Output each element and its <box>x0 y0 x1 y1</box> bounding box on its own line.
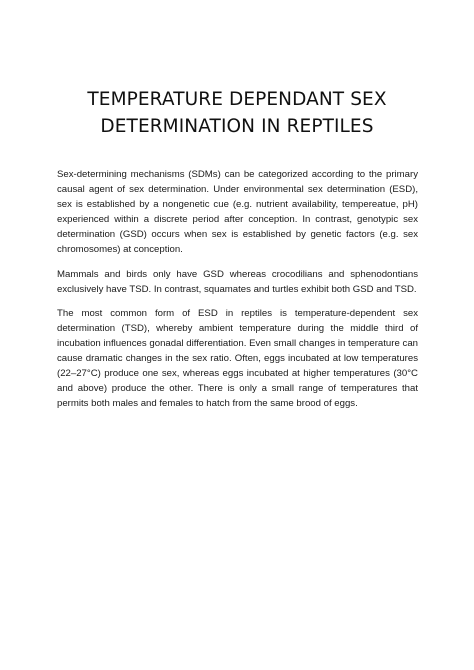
paragraph-sdm-intro: Sex-determining mechanisms (SDMs) can be categorized according to the primary causal agent of sex determination. Under environmental sex determination (ESD), sex is established by a nongenetic cue (e.g. nutrient availability, tempereatue, pH) experienced within a discrete period after conception. In contrast, genotypic sex determination (GSD) occurs when sex is established by genetic factors (e.g. sex chromosomes) at conception. <box>57 169 418 256</box>
title-line-2: DETERMINATION IN REPTILES <box>100 116 374 137</box>
document-body <box>57 167 418 420</box>
paragraph-gsd-tsd-groups: Mammals and birds only have GSD whereas crocodilians and sphenodontians exclusively have TSD. In contrast, squamates and turtles exhibit both GSD and TSD. <box>57 268 418 295</box>
document-title <box>58 86 416 140</box>
title-line-1: TEMPERATURE DEPENDANT SEX <box>87 89 387 110</box>
paragraph-tsd-details: The most common form of ESD in reptiles is temperature-dependent sex determination (TSD), whereby ambient temperature during the middle third of incubation influences gonadal differentiation. Even small changes in temperature can cause dramatic changes in the sex ratio. Often, eggs incubated at low temperatures (22–27°C) produce one sex, whereas eggs incubated at higher temperatures (30°C and above) produce the other. There is only a small range of temperatures that permits both males and females to hatch from the same brood of eggs. <box>57 307 418 410</box>
